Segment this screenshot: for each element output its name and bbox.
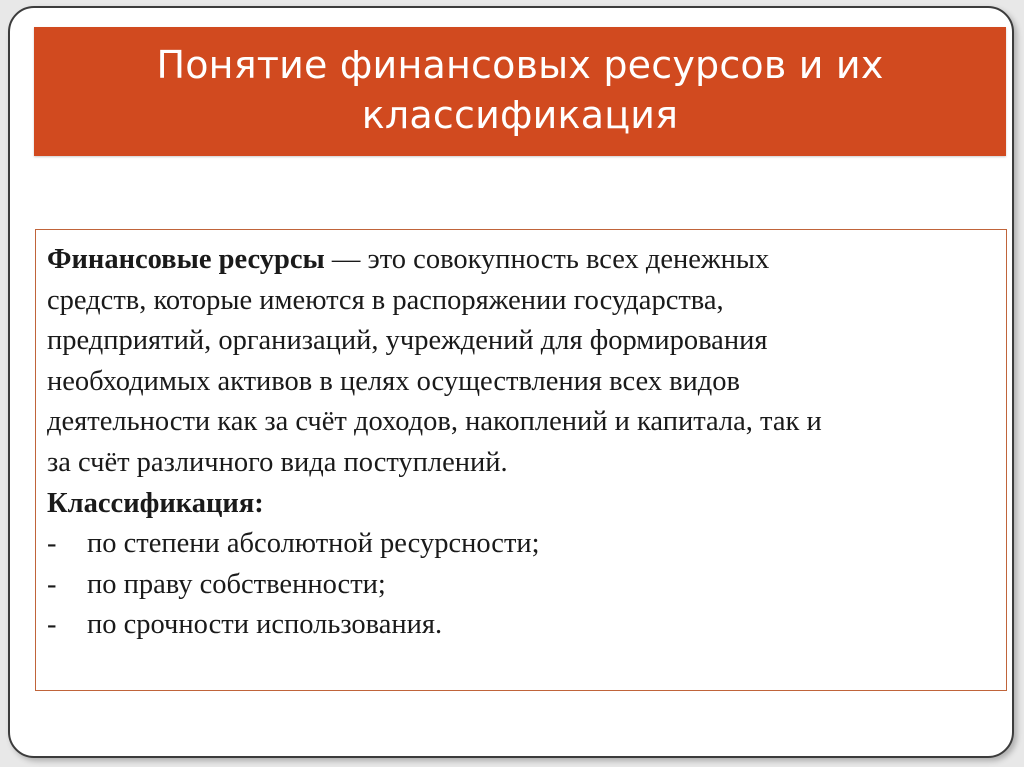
slide-title-line-1: Понятие финансовых ресурсов и их (156, 42, 884, 87)
slide-title (156, 40, 883, 140)
content-text (47, 240, 997, 646)
classification-item-1: по степени абсолютной ресурсности; (87, 528, 540, 560)
definition-term: Финансовые ресурсы (47, 244, 325, 275)
definition-line (47, 240, 997, 281)
classification-heading: Классификация: (47, 487, 264, 519)
content-box (35, 229, 1007, 691)
slide-title-line-2: классификация (361, 92, 679, 137)
definition-line-2: средств, которые имеются в распоряжении государства, (47, 284, 724, 316)
list-item (47, 605, 997, 646)
definition-line-5: деятельности как за счёт доходов, накоплений и капитала, так и (47, 406, 822, 438)
bullet-dash: - (47, 568, 57, 600)
definition-line-1: — это совокупность всех денежных (324, 244, 770, 275)
classification-list (47, 524, 997, 646)
definition-line-3: предприятий, организаций, учреждений для формирования (47, 325, 768, 357)
classification-item-2: по праву собственности; (87, 568, 386, 600)
definition-line-6: за счёт различного вида поступлений. (47, 446, 508, 478)
list-item (47, 565, 997, 606)
classification-item-3: по срочности использования. (87, 609, 443, 641)
list-item (47, 524, 997, 565)
definition-line-4: необходимых активов в целях осуществления всех видов (47, 365, 741, 397)
bullet-dash: - (47, 609, 57, 641)
title-bar (34, 27, 1006, 156)
bullet-dash: - (47, 528, 57, 560)
